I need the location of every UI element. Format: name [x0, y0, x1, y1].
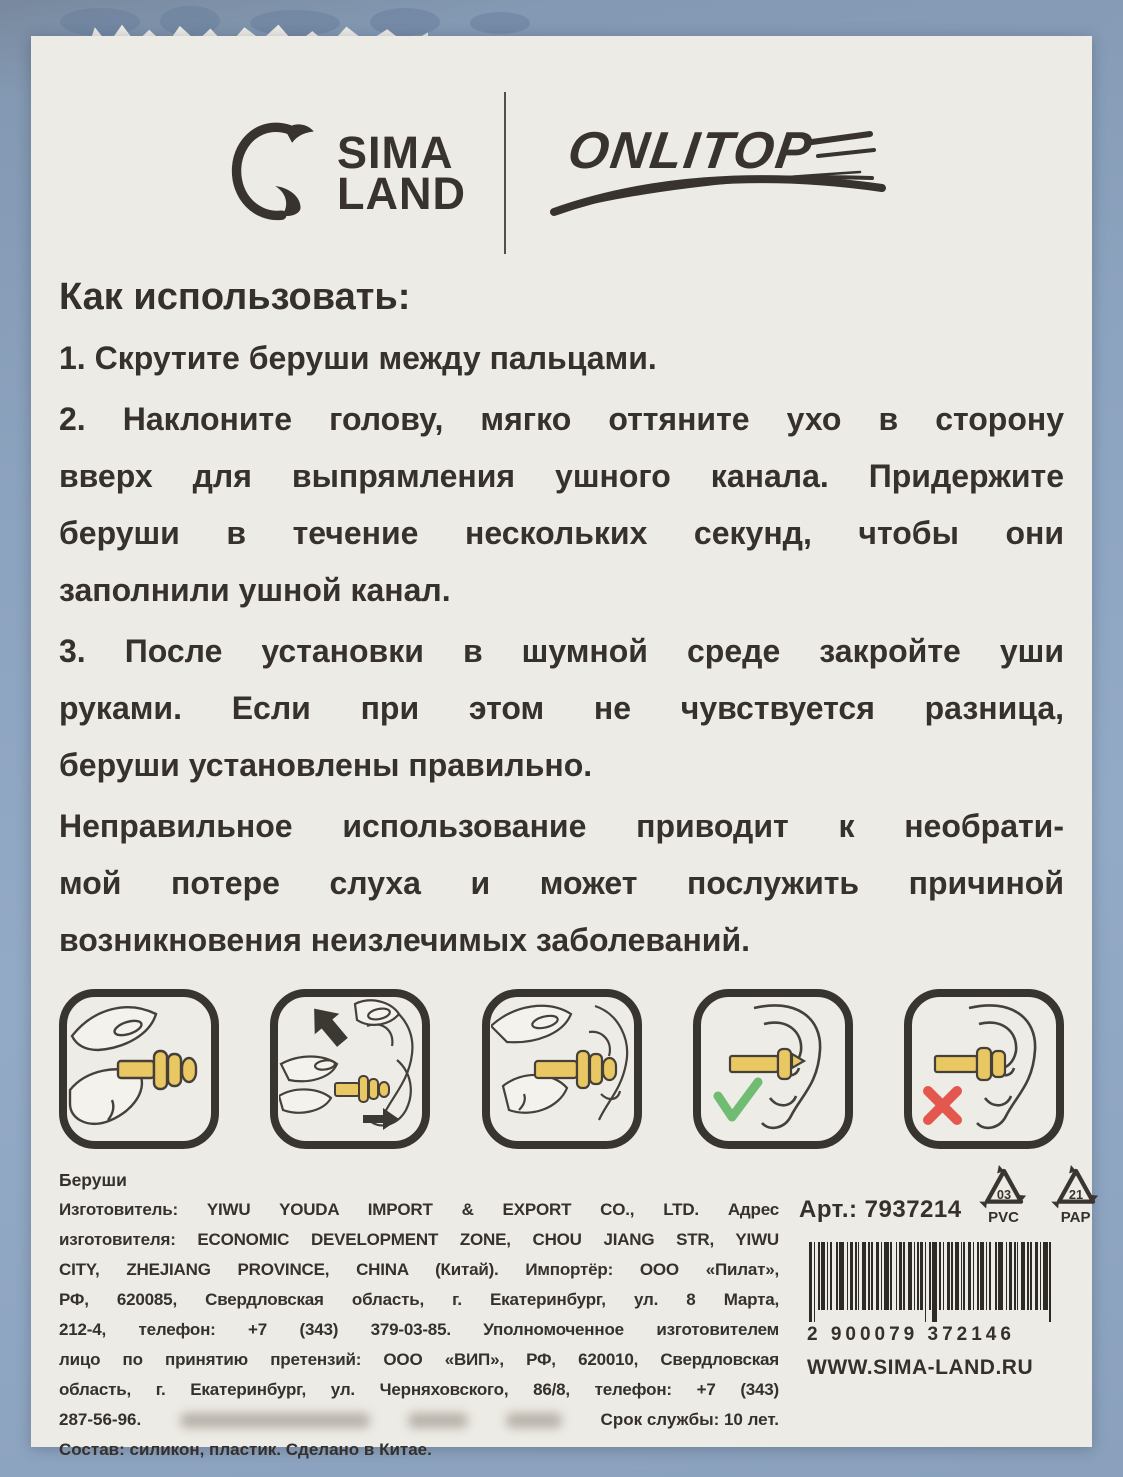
- manufacturer-line: изготовителя: ECONOMIC DEVELOPMENT ZONE, CHOU JIANG STR, YIWU: [59, 1230, 779, 1249]
- instruction-line: беруши установлены правильно.: [59, 747, 593, 783]
- svg-text:21: 21: [1068, 1187, 1083, 1203]
- claims-phone-end: 287-56-96.: [59, 1410, 142, 1429]
- manufacturer-line: 212-4, телефон: +7 (343) 379-03-85. Уполномоченное изготовителем: [59, 1320, 779, 1339]
- manufacturer-paragraph: [59, 1195, 779, 1405]
- incorrect-fit-cross-icon: [904, 989, 1064, 1149]
- arrow-up-icon: [302, 998, 355, 1052]
- top-artifact-blob: [250, 10, 340, 36]
- top-artifact-blob: [470, 12, 530, 34]
- manufacturer-line: РФ, 620085, Свердловская область, г. Екатеринбург, ул. 8 Марта,: [59, 1290, 779, 1309]
- claims-service-line: [59, 1405, 779, 1435]
- article-barcode-column: [793, 1165, 1091, 1465]
- composition-line: Состав: силикон, пластик. Сделано в Китае.: [59, 1440, 432, 1459]
- article-number: Арт.: 7937214: [799, 1196, 962, 1223]
- redacted-date-block: [408, 1413, 468, 1428]
- svg-text:ONLITOP: ONLITOP: [564, 122, 817, 180]
- instruction-line: беруши в течение нескольких секунд, чтобы они: [59, 515, 1064, 551]
- pull-ear-insert-icon: [270, 989, 430, 1149]
- earplug-icon: [335, 1076, 389, 1102]
- redacted-date-block: [180, 1413, 370, 1428]
- insert-earplug-icon: [482, 989, 642, 1149]
- website-url: WWW.SIMA-LAND.RU: [807, 1356, 1034, 1379]
- article-recycling-row: [799, 1165, 1106, 1226]
- cross-icon: [928, 1091, 957, 1120]
- manufacturer-line: CITY, ZHEJIANG PROVINCE, CHINA (Китай). Импортёр: ООО «Пилат»,: [59, 1260, 779, 1279]
- barcode: [807, 1242, 1057, 1346]
- instruction-paragraph: [59, 391, 1064, 619]
- service-life: Срок службы: 10 лет.: [600, 1410, 779, 1429]
- instruction-paragraph: [59, 623, 1064, 794]
- check-icon: [718, 1082, 758, 1117]
- recycling-pap-icon: [1046, 1165, 1106, 1226]
- instruction-line: 2. Наклоните голову, мягко оттяните ухо в сторону: [59, 401, 1064, 437]
- svg-text:03: 03: [996, 1187, 1011, 1203]
- instructions-heading: Как использовать:: [59, 276, 411, 318]
- earplug-icon: [935, 1048, 1005, 1080]
- instruction-line: возникновения неизлечимых заболеваний.: [59, 922, 751, 958]
- recycling-pvc-icon: [974, 1165, 1034, 1226]
- top-artifact-blob: [60, 8, 140, 36]
- correct-fit-check-icon: [693, 989, 853, 1149]
- instruction-paragraph: [59, 330, 1064, 387]
- brand-header: [59, 36, 1064, 258]
- sima-land-wordmark: SIMA LAND: [337, 127, 466, 219]
- recycling-pvc-label: PVC: [988, 1209, 1020, 1226]
- instruction-line: 1. Скрутите беруши между пальцами.: [59, 340, 657, 376]
- instruction-line: 3. После установки в шумной среде закройте уши: [59, 633, 1064, 669]
- manufacturer-info: [59, 1165, 1091, 1465]
- instruction-paragraph: [59, 798, 1064, 969]
- barcode-digits: 2 900079 372146: [807, 1324, 1015, 1345]
- logo-divider: [504, 92, 506, 254]
- redacted-date-block: [506, 1413, 562, 1428]
- instruction-line: вверх для выпрямления ушного канала. Придержите: [59, 458, 1064, 494]
- manufacturer-line: Изготовитель: YIWU YOUDA IMPORT & EXPORT CO., LTD. Адрес: [59, 1200, 779, 1219]
- dolphin-icon: [231, 119, 325, 228]
- twist-earplug-icon: [59, 989, 219, 1149]
- packaging-card: [31, 36, 1092, 1459]
- onlitop-logo: [544, 112, 892, 234]
- instruction-line: заполнили ушной канал.: [59, 572, 451, 608]
- instruction-line: Неправильное использование приводит к необрати-: [59, 808, 1064, 844]
- instruction-line: мой потере слуха и может послужить причиной: [59, 865, 1064, 901]
- pictogram-row: [59, 989, 1064, 1149]
- top-artifact-blob: [370, 8, 440, 36]
- manufacturer-line: область, г. Екатеринбург, ул. Черняховского, 86/8, телефон: +7 (343): [59, 1380, 779, 1399]
- manufacturer-line: лицо по принятию претензий: ООО «ВИП», РФ, 620010, Свердловская: [59, 1350, 779, 1369]
- product-name: Беруши: [59, 1170, 127, 1190]
- instruction-line: руками. Если при этом не чувствуется разница,: [59, 690, 1064, 726]
- manufacturer-text-column: [59, 1165, 779, 1465]
- arrow-right-icon: [363, 1108, 399, 1130]
- recycling-pap-label: PAP: [1060, 1209, 1091, 1226]
- sima-land-logo: [231, 119, 466, 228]
- onlitop-wordmark: [564, 122, 816, 180]
- instruction-paragraphs: [59, 330, 1064, 969]
